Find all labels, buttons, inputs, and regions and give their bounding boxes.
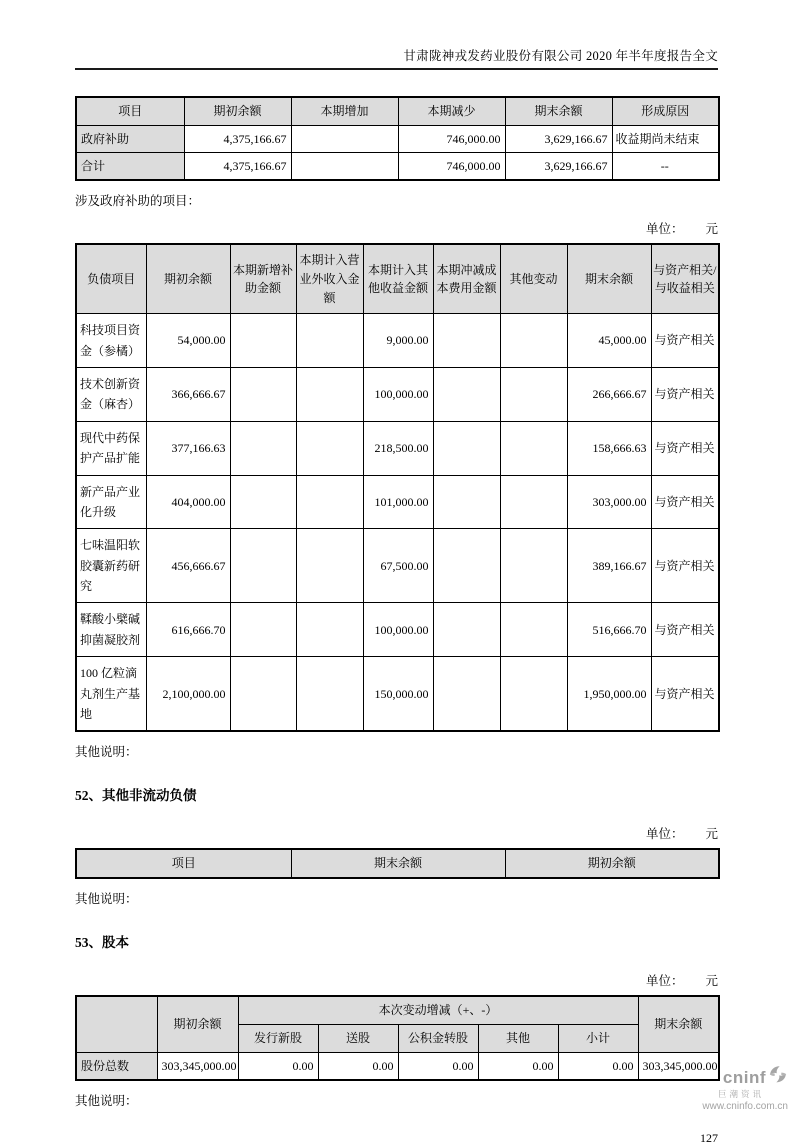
table-cell xyxy=(296,475,363,529)
table-cell: 100 亿粒滴丸剂生产基地 xyxy=(76,657,146,732)
table-cell: 3,629,166.67 xyxy=(505,125,612,152)
table-header-row xyxy=(76,244,719,313)
table-cell: 现代中药保护产品扩能 xyxy=(76,421,146,475)
table-header-cell: 本期冲减成本费用金额 xyxy=(433,244,500,313)
table-cell: 456,666.67 xyxy=(146,529,230,603)
table-row xyxy=(76,475,719,529)
subsidy-summary-table xyxy=(75,96,720,181)
table-header-cell: 送股 xyxy=(318,1024,398,1052)
unit-label: 单位： xyxy=(645,827,684,842)
table-header-cell: 负债项目 xyxy=(76,244,146,313)
table-cell xyxy=(296,657,363,732)
table-cell xyxy=(500,367,567,421)
unit-value: 元 xyxy=(705,974,718,988)
page-content xyxy=(75,0,718,1146)
table-header-cell: 期初余额 xyxy=(146,244,230,313)
table-cell: 0.00 xyxy=(558,1052,638,1080)
table-header-cell: 本期计入其他收益金额 xyxy=(363,244,433,313)
table-header-cell: 与资产相关/与收益相关 xyxy=(651,244,719,313)
table-cell: 746,000.00 xyxy=(398,125,505,152)
other-note: 其他说明： xyxy=(75,1093,138,1108)
table-header-cell: 本期增加 xyxy=(291,97,398,125)
table-cell xyxy=(500,475,567,529)
table-header-cell: 本期减少 xyxy=(398,97,505,125)
subsidy-summary-table-header xyxy=(76,97,719,125)
table-header-cell: 形成原因 xyxy=(612,97,719,125)
table-header-cell: 期末余额 xyxy=(567,244,651,313)
table-cell: 政府补助 xyxy=(76,125,184,152)
table-header-cell: 项目 xyxy=(76,97,184,125)
table-cell xyxy=(230,421,296,475)
table-cell: 303,000.00 xyxy=(567,475,651,529)
table-cell: 100,000.00 xyxy=(363,603,433,657)
table-cell: 3,629,166.67 xyxy=(505,152,612,180)
cninfo-brand-text: cninf xyxy=(722,1067,766,1087)
table-cell: 746,000.00 xyxy=(398,152,505,180)
table-cell xyxy=(500,421,567,475)
table-cell xyxy=(500,603,567,657)
table-row xyxy=(76,314,719,368)
table-cell xyxy=(433,657,500,732)
table-header-cell: 本期计入营业外收入金额 xyxy=(296,244,363,313)
table-cell: 七味温阳软胶囊新药研究 xyxy=(76,529,146,603)
share-capital-table-body xyxy=(76,1052,719,1080)
table-cell: 技术创新资金（麻杏） xyxy=(76,367,146,421)
table-cell xyxy=(500,529,567,603)
table-row xyxy=(76,421,719,475)
other-note: 其他说明： xyxy=(75,892,138,906)
table-cell: 0.00 xyxy=(398,1052,478,1080)
unit-line xyxy=(75,824,718,842)
table-cell: 与资产相关 xyxy=(651,475,719,529)
share-capital-table-header xyxy=(76,996,719,1052)
table-cell: 收益期尚未结束 xyxy=(612,125,719,152)
table-cell: 9,000.00 xyxy=(363,314,433,368)
table-cell xyxy=(291,125,398,152)
unit-label: 单位： xyxy=(645,222,684,237)
table-cell xyxy=(230,367,296,421)
table-cell xyxy=(433,421,500,475)
table-header-cell: 期初余额 xyxy=(184,97,291,125)
table-row xyxy=(76,657,719,732)
table-header-cell: 期末余额 xyxy=(291,849,505,878)
subsidy-projects-intro: 涉及政府补助的项目： xyxy=(75,194,201,209)
table-cell xyxy=(296,421,363,475)
page-number: 127 xyxy=(700,1130,718,1145)
table-cell: 218,500.00 xyxy=(363,421,433,475)
table-header-cell: 小计 xyxy=(558,1024,638,1052)
table-cell: 516,666.70 xyxy=(567,603,651,657)
table-row xyxy=(76,603,719,657)
table-cell: 0.00 xyxy=(238,1052,318,1080)
table-cell: 389,166.67 xyxy=(567,529,651,603)
table-cell xyxy=(296,367,363,421)
table-cell: 616,666.70 xyxy=(146,603,230,657)
table-row xyxy=(76,529,719,603)
table-cell: 与资产相关 xyxy=(651,529,719,603)
table-cell: 4,375,166.67 xyxy=(184,125,291,152)
table-header-row xyxy=(76,849,719,878)
table-cell: 鞣酸小檗碱抑菌凝胶剂 xyxy=(76,603,146,657)
non-current-liabilities-table xyxy=(75,848,720,879)
table-cell: 158,666.63 xyxy=(567,421,651,475)
table-cell: 2,100,000.00 xyxy=(146,657,230,732)
cninfo-brand-row xyxy=(702,1065,788,1089)
cninfo-logo xyxy=(702,1065,788,1112)
table-header-cell: 其他变动 xyxy=(500,244,567,313)
subsidy-projects-table xyxy=(75,243,720,732)
table-cell xyxy=(230,314,296,368)
table-header-row xyxy=(76,996,719,1024)
table-cell: 1,950,000.00 xyxy=(567,657,651,732)
table-cell xyxy=(433,367,500,421)
share-capital-table xyxy=(75,995,720,1081)
table-header-cell: 公积金转股 xyxy=(398,1024,478,1052)
table-header-cell: 其他 xyxy=(478,1024,558,1052)
table-cell: 新产品产业化升级 xyxy=(76,475,146,529)
section-53-title: 53、股本 xyxy=(75,935,129,950)
table-cell: 与资产相关 xyxy=(651,657,719,732)
subsidy-projects-table-header xyxy=(76,244,719,313)
unit-line xyxy=(75,971,718,989)
table-cell xyxy=(296,603,363,657)
table-header-cell: 发行新股 xyxy=(238,1024,318,1052)
table-cell xyxy=(230,475,296,529)
table-cell xyxy=(230,529,296,603)
table-cell xyxy=(296,529,363,603)
table-row xyxy=(76,125,719,152)
table-cell: 与资产相关 xyxy=(651,603,719,657)
table-cell: 150,000.00 xyxy=(363,657,433,732)
table-cell xyxy=(433,529,500,603)
section-52-title: 52、其他非流动负债 xyxy=(75,788,197,804)
cninfo-chinese-name: 巨潮资讯 xyxy=(717,1088,764,1099)
table-cell: 4,375,166.67 xyxy=(184,152,291,180)
table-cell: 45,000.00 xyxy=(567,314,651,368)
unit-label: 单位： xyxy=(645,974,684,988)
table-cell: 404,000.00 xyxy=(146,475,230,529)
other-note: 其他说明： xyxy=(75,745,138,760)
table-cell xyxy=(433,475,500,529)
table-cell: 377,166.63 xyxy=(146,421,230,475)
table-cell: 100,000.00 xyxy=(363,367,433,421)
table-cell xyxy=(433,314,500,368)
subsidy-summary-table-body xyxy=(76,125,719,180)
table-cell: 303,345,000.00 xyxy=(157,1052,238,1080)
table-cell: 67,500.00 xyxy=(363,529,433,603)
table-row xyxy=(76,152,719,180)
table-cell xyxy=(433,603,500,657)
non-current-liabilities-table-header xyxy=(76,849,719,878)
table-cell: 科技项目资金（参橘） xyxy=(76,314,146,368)
table-cell: 266,666.67 xyxy=(567,367,651,421)
table-cell xyxy=(230,657,296,732)
table-cell: -- xyxy=(612,152,719,180)
table-header-cell: 期初余额 xyxy=(157,996,238,1052)
table-cell xyxy=(291,152,398,180)
table-cell: 合计 xyxy=(76,152,184,180)
table-cell: 54,000.00 xyxy=(146,314,230,368)
table-header-cell: 期末余额 xyxy=(638,996,719,1052)
subsidy-projects-table-body xyxy=(76,314,719,732)
table-cell: 与资产相关 xyxy=(651,421,719,475)
table-row-label: 股份总数 xyxy=(76,1052,157,1080)
unit-value: 元 xyxy=(705,827,718,842)
document-header-title: 甘肃陇神戎发药业股份有限公司 2020 年半年度报告全文 xyxy=(75,0,718,70)
unit-value: 元 xyxy=(705,222,718,237)
table-header-cell: 项目 xyxy=(76,849,291,878)
table-cell: 101,000.00 xyxy=(363,475,433,529)
table-row xyxy=(76,367,719,421)
table-header-row xyxy=(76,97,719,125)
table-cell xyxy=(296,314,363,368)
table-header-cell-group: 本次变动增减（+、-） xyxy=(238,996,638,1024)
table-cell: 与资产相关 xyxy=(651,314,719,368)
cninfo-url: www.cninfo.com.cn xyxy=(702,1100,788,1112)
cninfo-swirl-icon xyxy=(768,1065,788,1089)
unit-line xyxy=(75,219,718,237)
table-cell: 303,345,000.00 xyxy=(638,1052,719,1080)
table-cell xyxy=(500,314,567,368)
table-cell: 0.00 xyxy=(478,1052,558,1080)
table-cell: 366,666.67 xyxy=(146,367,230,421)
table-cell xyxy=(230,603,296,657)
table-header-cell: 本期新增补助金额 xyxy=(230,244,296,313)
table-header-cell xyxy=(76,996,157,1052)
table-cell: 与资产相关 xyxy=(651,367,719,421)
table-row xyxy=(76,1052,719,1080)
table-cell xyxy=(500,657,567,732)
table-cell: 0.00 xyxy=(318,1052,398,1080)
table-header-cell: 期末余额 xyxy=(505,97,612,125)
table-header-cell: 期初余额 xyxy=(505,849,719,878)
